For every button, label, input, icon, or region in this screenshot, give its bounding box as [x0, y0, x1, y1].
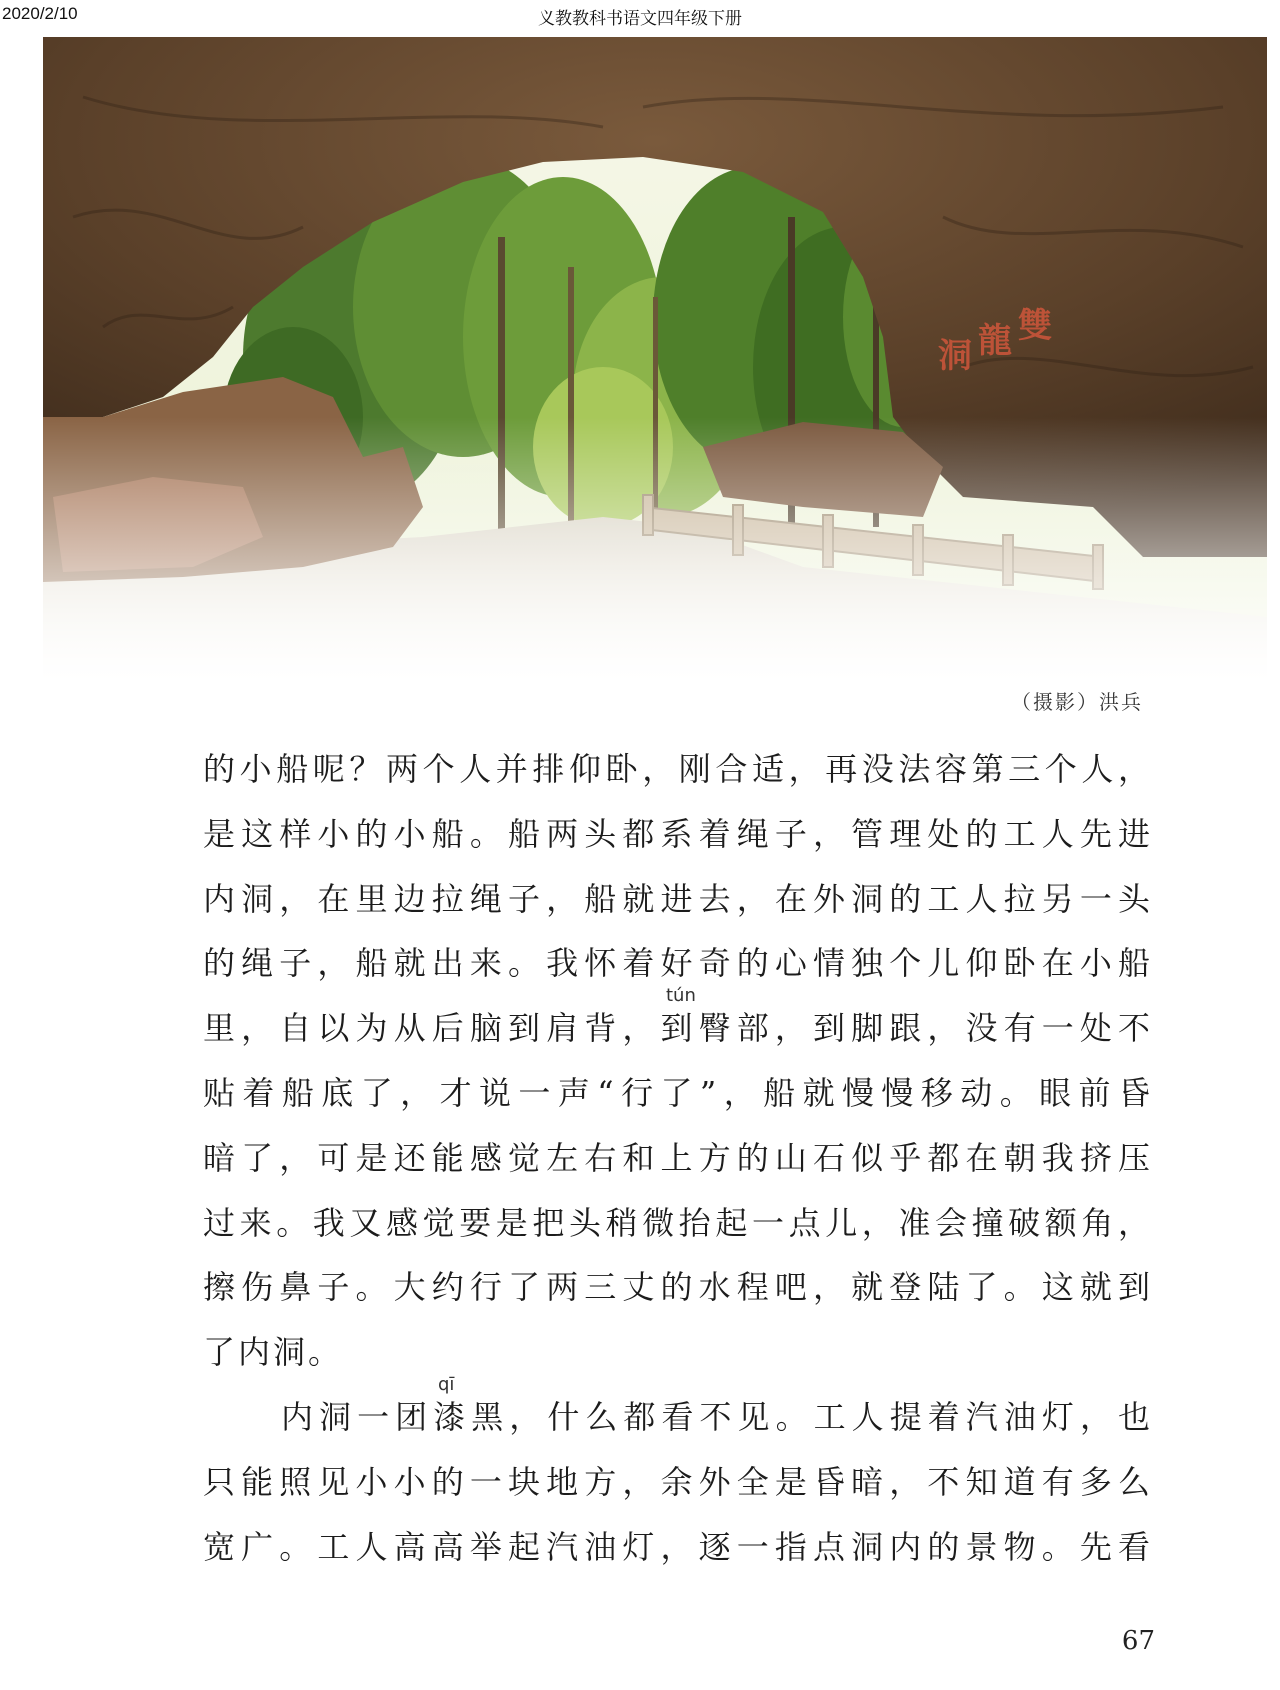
text-line: 内洞，在里边拉绳子，船就进去，在外洞的工人拉另一头: [203, 879, 1153, 918]
text-line: 只能照见小小的一块地方，余外全是昏暗，不知道有多么: [203, 1462, 1153, 1501]
print-header: [0, 0, 1280, 32]
article-text: [203, 737, 1153, 1579]
pinyin-annotation: qī: [438, 1373, 455, 1395]
text-line: 擦伤鼻子。大约行了两三丈的水程吧，就登陆了。这就到: [203, 1268, 1153, 1307]
text-line: 是这样小的小船。船两头都系着绳子，管理处的工人先进: [203, 814, 1153, 853]
svg-text:龍: 龍: [978, 321, 1012, 361]
text-line: 里，自以为从后脑到肩背，到臀部，到脚跟，没有一处不: [203, 1009, 1153, 1048]
text-line: 内洞一团漆黑，什么都看不见。工人提着汽油灯，也: [281, 1397, 1153, 1436]
text-line: 宽广。工人高高举起汽油灯，逐一指点洞内的景物。先看: [203, 1527, 1153, 1566]
text-line: 的绳子，船就出来。我怀着好奇的心情独个儿仰卧在小船: [203, 944, 1153, 983]
text-line: 过来。我又感觉要是把头稍微抬起一点儿，准会撞破额角，: [203, 1203, 1153, 1242]
pinyin-annotation: tún: [666, 985, 696, 1007]
text-line: 贴着船底了，才说一声“行了”，船就慢慢移动。眼前昏: [203, 1073, 1153, 1112]
text-line-with-pinyin: [203, 1373, 1153, 1450]
svg-text:洞: 洞: [938, 336, 972, 376]
cave-entrance-photo: [43, 37, 1267, 682]
print-date: 2020/2/10: [2, 4, 78, 23]
svg-text:雙: 雙: [1018, 306, 1052, 346]
text-line: 了内洞。: [203, 1333, 344, 1372]
page-number: 67: [1121, 1626, 1155, 1656]
document-title: 义教教科书语文四年级下册: [538, 9, 742, 28]
photo-credit: （摄影）洪兵: [1011, 690, 1143, 714]
text-line: 的小船呢？两个人并排仰卧，刚合适，再没法容第三个人，: [203, 750, 1153, 788]
text-line-with-pinyin: [203, 985, 1153, 1061]
text-line: 暗了，可是还能感觉左右和上方的山石似乎都在朝我挤压: [203, 1138, 1153, 1177]
